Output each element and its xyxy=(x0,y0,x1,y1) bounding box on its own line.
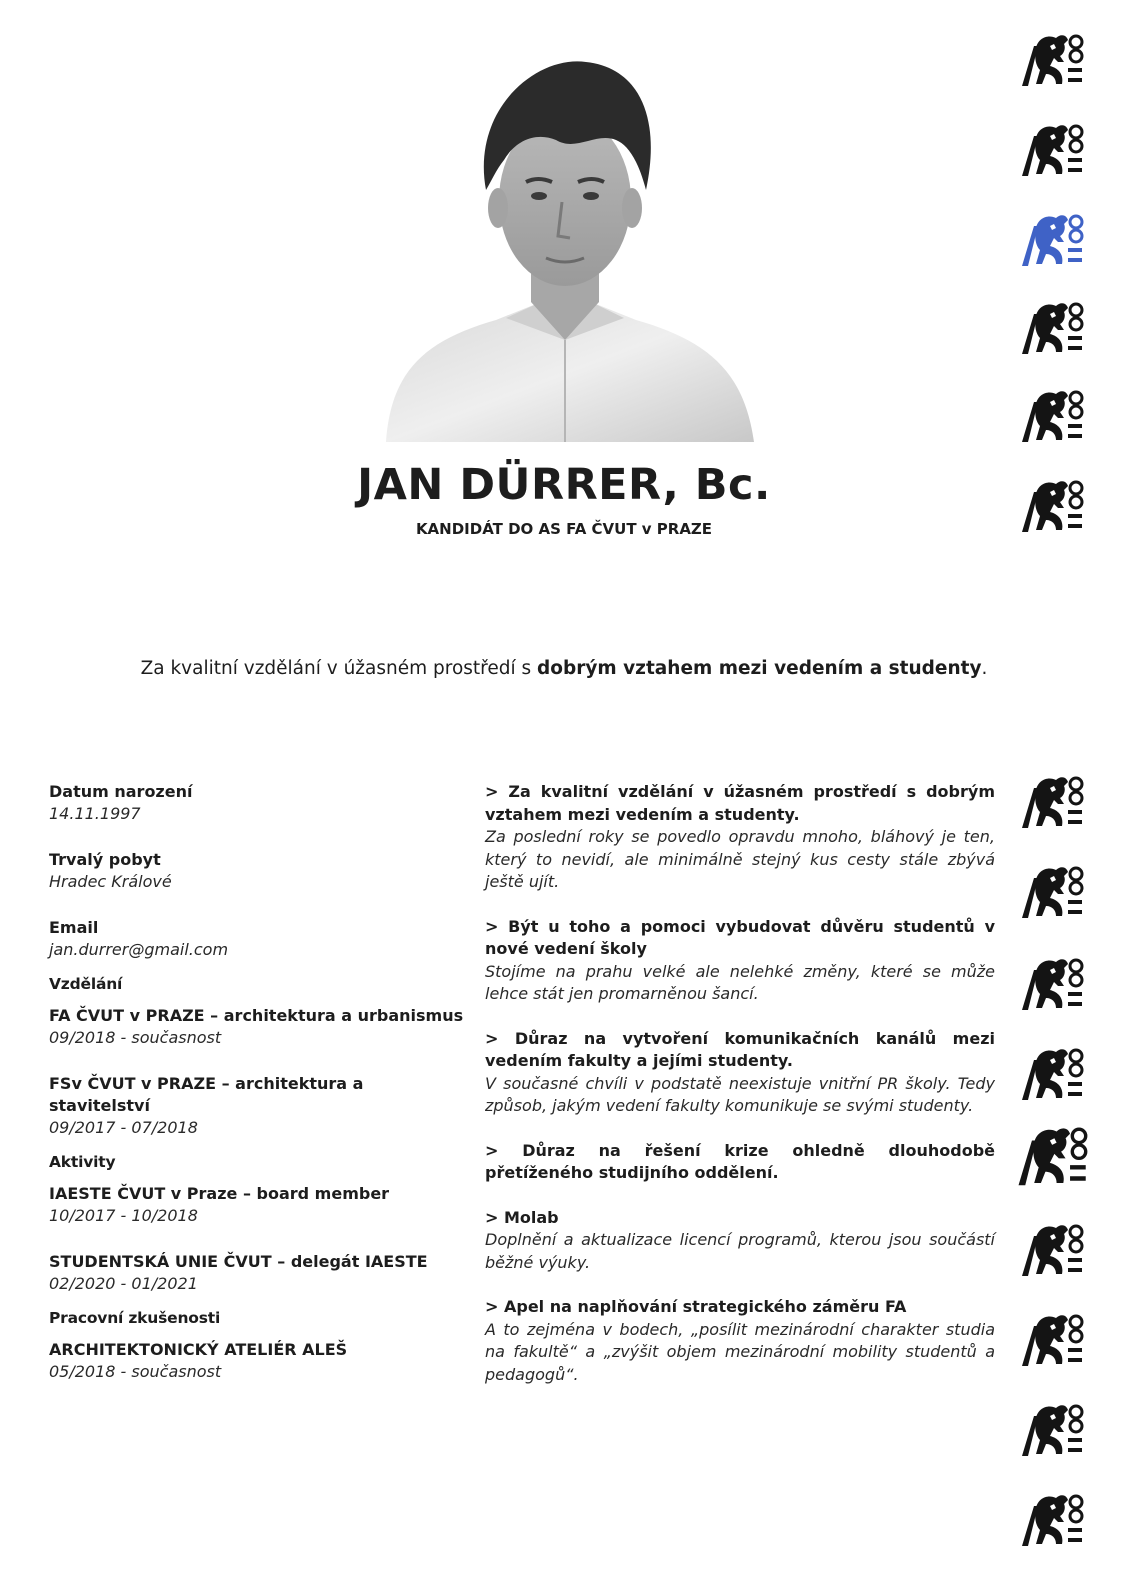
motto-bold: dobrým vztahem mezi vedením a studenty xyxy=(537,658,982,679)
email-block xyxy=(49,917,469,961)
candidate-name: JAN DÜRRER, Bc. xyxy=(357,460,771,510)
program-point xyxy=(485,916,995,1006)
motto-end: . xyxy=(981,658,988,679)
work-period: 05/2018 - současnost xyxy=(49,1362,222,1381)
program-text: V současné chvíli v podstatě neexistuje vnitřní PR školy. Tedy způsob, jakým vedení fakulty komunikuje se svými studenty. xyxy=(485,1073,995,1115)
cvut-lion-logo-icon xyxy=(1016,474,1086,536)
residence-label: Trvalý pobyt xyxy=(49,850,161,869)
activity-item xyxy=(49,1183,469,1227)
program-heading: > Důraz na vytvoření komunikačních kanálů mezi vedením fakulty a jejími studenty. xyxy=(485,1028,995,1070)
program-heading: > Důraz na řešení krize ohledně dlouhodobě přetíženého studijního oddělení. xyxy=(485,1140,995,1182)
cvut-lion-logo-icon xyxy=(1016,118,1086,180)
activity-period: 10/2017 - 10/2018 xyxy=(49,1206,198,1225)
cvut-lion-logo-icon xyxy=(1016,208,1086,270)
residence-value: Hradec Králové xyxy=(49,872,172,891)
personal-column xyxy=(49,781,469,1407)
education-title: FSv ČVUT v PRAZE – architektura a stavitelství xyxy=(49,1074,364,1115)
candidate-subtitle: KANDIDÁT DO AS FA ČVUT v PRAZE xyxy=(415,520,713,538)
cvut-lion-logo-icon xyxy=(1016,296,1086,358)
activity-period: 02/2020 - 01/2021 xyxy=(49,1274,198,1293)
program-point xyxy=(485,1207,995,1275)
program-point xyxy=(485,1140,995,1185)
program-heading: > Apel na naplňování strategického záměru FA xyxy=(485,1297,907,1316)
cvut-lion-logo-icon xyxy=(1016,1398,1086,1460)
program-heading: > Být u toho a pomoci vybudovat důvěru studentů v nové vedení školy xyxy=(485,916,995,958)
work-title: ARCHITEKTONICKÝ ATELIÉR ALEŠ xyxy=(49,1340,348,1359)
program-point xyxy=(485,781,995,894)
residence-block xyxy=(49,849,469,893)
activity-item xyxy=(49,1251,469,1295)
activity-title: IAESTE ČVUT v Praze – board member xyxy=(49,1184,390,1203)
education-period: 09/2018 - současnost xyxy=(49,1028,222,1047)
cvut-lion-logo-icon xyxy=(1016,860,1086,922)
motto-plain: Za kvalitní vzdělání v úžasném prostředí s xyxy=(140,658,538,679)
activity-title: STUDENTSKÁ UNIE ČVUT – delegát IAESTE xyxy=(49,1252,428,1271)
activities-heading: Aktivity xyxy=(49,1153,116,1171)
cvut-lion-logo-icon xyxy=(1016,1124,1086,1186)
program-heading: > Za kvalitní vzdělání v úžasném prostředí s dobrým vztahem mezi vedením a studenty. xyxy=(485,782,995,824)
program-heading: > Molab xyxy=(485,1207,559,1227)
cvut-lion-logo-icon xyxy=(1016,1488,1086,1550)
program-text: Stojíme na prahu velké ale nelehké změny, které se může lehce stát jen promarněnou šancí. xyxy=(485,961,995,1003)
candidate-photo xyxy=(366,40,764,442)
cvut-lion-logo-icon xyxy=(1016,1042,1086,1104)
cvut-lion-logo-icon xyxy=(1016,952,1086,1014)
cvut-lion-logo-icon xyxy=(1016,384,1086,446)
education-item xyxy=(49,1073,469,1139)
cvut-lion-logo-icon xyxy=(1016,28,1086,90)
program-point xyxy=(485,1296,995,1386)
program-text: Doplnění a aktualizace licencí programů, kterou jsou součástí běžné výuky. xyxy=(485,1230,995,1272)
work-heading: Pracovní zkušenosti xyxy=(49,1309,221,1327)
birthdate-label: Datum narození xyxy=(49,782,193,801)
email-value: jan.durrer@gmail.com xyxy=(49,940,229,959)
program-text: Za poslední roky se povedlo opravdu mnoho, bláhový je ten, který to nevidí, ale minimálně stejný kus cesty stále zbývá ještě ujít. xyxy=(485,827,995,891)
cvut-lion-logo-icon xyxy=(1016,1308,1086,1370)
education-heading: Vzdělání xyxy=(49,975,123,993)
email-label: Email xyxy=(49,918,99,937)
program-point xyxy=(485,1028,995,1118)
motto xyxy=(0,658,1128,679)
work-item xyxy=(49,1339,469,1383)
birthdate-block xyxy=(49,781,469,825)
education-item xyxy=(49,1005,469,1049)
cvut-lion-logo-icon xyxy=(1016,770,1086,832)
education-title: FA ČVUT v PRAZE – architektura a urbanismus xyxy=(49,1006,464,1025)
education-period: 09/2017 - 07/2018 xyxy=(49,1118,198,1137)
program-column xyxy=(485,781,995,1408)
program-text: A to zejména v bodech, „posílit mezinárodní charakter studia na fakultě“ a „zvýšit objem mezinárodní mobility studentů a pedagogů“. xyxy=(485,1319,995,1384)
birthdate-value: 14.11.1997 xyxy=(49,804,141,823)
cvut-lion-logo-icon xyxy=(1016,1218,1086,1280)
